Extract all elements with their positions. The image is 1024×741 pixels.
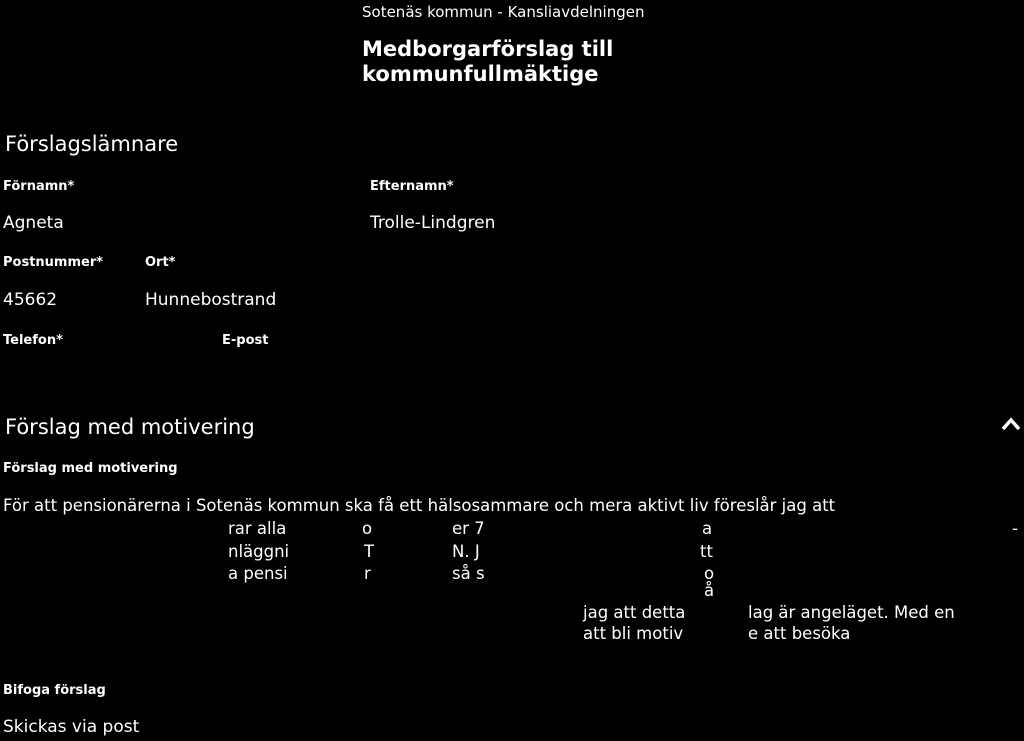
postal-code-label: Postnummer*	[3, 255, 104, 270]
submitter-heading: Förslagslämnare	[5, 132, 179, 156]
proposal-fragment: att bli motiv	[583, 624, 684, 643]
proposal-fragment: -	[1012, 519, 1018, 538]
attachment-label: Bifoga förslag	[3, 683, 106, 698]
last-name-field[interactable]: Trolle-Lindgren	[370, 213, 496, 233]
email-label: E-post	[222, 333, 269, 348]
proposal-fragment: er 7	[452, 519, 485, 538]
phone-label: Telefon*	[3, 333, 63, 348]
postal-code-field[interactable]: 45662	[3, 290, 58, 310]
proposal-fragment: a pensi	[228, 564, 288, 583]
organization-name: Sotenäs kommun - Kansliavdelningen	[362, 3, 645, 21]
proposal-fragment: jag att detta	[583, 603, 686, 622]
proposal-fragment: så s	[452, 564, 485, 583]
chevron-up-icon[interactable]	[1000, 414, 1022, 436]
proposal-fragment: N. J	[452, 542, 480, 561]
proposal-fragment: o	[362, 519, 373, 538]
first-name-label: Förnamn*	[3, 179, 75, 194]
proposal-fragment: T	[364, 542, 375, 561]
proposal-heading: Förslag med motivering	[5, 415, 255, 439]
proposal-fragment: r	[364, 564, 371, 583]
city-label: Ort*	[145, 255, 176, 270]
proposal-fragment: tt	[700, 542, 713, 561]
proposal-fragment: o	[704, 564, 715, 583]
form-title	[362, 37, 613, 87]
proposal-fragment: lag är angeläget. Med en	[748, 603, 955, 622]
form-title-line-2: kommunfullmäktige	[362, 62, 599, 86]
first-name-field[interactable]: Agneta	[3, 213, 64, 233]
proposal-fragment: nläggni	[228, 542, 290, 561]
attachment-value[interactable]: Skickas via post	[3, 717, 140, 737]
proposal-field-label: Förslag med motivering	[3, 461, 178, 476]
proposal-fragment: rar alla	[228, 519, 287, 538]
proposal-text-line-1[interactable]: För att pensionärerna i Sotenäs kommun ska få ett hälsosammare och mera aktivt liv föreslår jag att	[3, 496, 836, 515]
form-title-line-1: Medborgarförslag till	[362, 37, 614, 61]
last-name-label: Efternamn*	[370, 179, 454, 194]
proposal-fragment: å	[704, 581, 715, 600]
proposal-fragment: e att besöka	[748, 624, 851, 643]
proposal-fragment: a	[702, 519, 713, 538]
city-field[interactable]: Hunnebostrand	[145, 290, 277, 310]
